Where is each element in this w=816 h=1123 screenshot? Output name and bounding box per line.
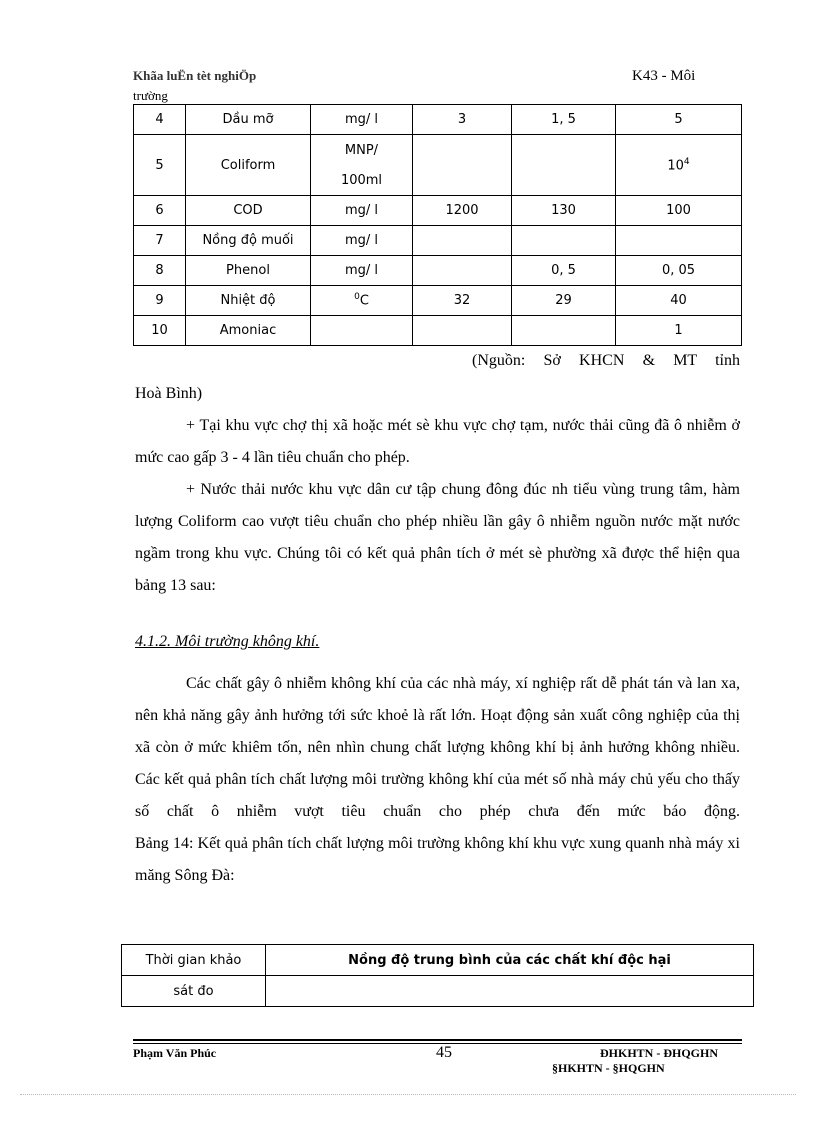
unit-line-1: MNP/ <box>344 142 379 158</box>
value-2 <box>512 226 616 256</box>
paragraph: + Tại khu vực chợ thị xã hoặc mét sè khu vực chợ tạm, nước thải cũng đã ô nhiễm ở mức cao gấp 3 - 4 lần tiêu chuẩn cho phép. <box>135 417 740 466</box>
value-2: 0, 5 <box>512 256 616 286</box>
footer-rule <box>133 1039 742 1041</box>
column-header-time-cont: sát đo <box>122 976 266 1007</box>
value-base: 10 <box>667 158 684 174</box>
unit <box>311 286 413 316</box>
unit <box>311 135 413 196</box>
table-row <box>134 196 742 226</box>
row-number: 4 <box>134 105 186 135</box>
footer-author: Phạm Văn Phúc <box>133 1046 217 1060</box>
table-caption: Bảng 14: Kết quả phân tích chất lượng môi trường không khí khu vực xung quanh nhà máy xi măng Sông Đà: <box>135 835 740 884</box>
value-3 <box>616 135 742 196</box>
table-row <box>134 135 742 196</box>
value-3: 5 <box>616 105 742 135</box>
source-note: (Nguồn: Sở KHCN & MT tỉnh <box>472 352 740 369</box>
parameter-name: Coliform <box>186 135 311 196</box>
value-2 <box>512 316 616 346</box>
column-header-time: Thời gian khảo <box>122 945 266 976</box>
value-3: 1 <box>616 316 742 346</box>
row-number: 7 <box>134 226 186 256</box>
value-1: 1200 <box>413 196 512 226</box>
body-text <box>135 378 740 602</box>
table-row <box>134 316 742 346</box>
value-2: 1, 5 <box>512 105 616 135</box>
table-row <box>122 976 754 1007</box>
page-number: 45 <box>436 1044 452 1061</box>
value-2: 130 <box>512 196 616 226</box>
page-edge-divider <box>20 1094 796 1095</box>
row-number: 9 <box>134 286 186 316</box>
parameter-name: Amoniac <box>186 316 311 346</box>
empty-cell <box>266 976 754 1007</box>
parameter-name: Phenol <box>186 256 311 286</box>
value-exponent: 4 <box>683 156 690 167</box>
footer-institution: ĐHKHTN - ĐHQGHN <box>600 1046 719 1060</box>
paragraph: Các chất gây ô nhiễm không khí của các nhà máy, xí nghiệp rất dễ phát tán và lan xa, nên khả năng gây ảnh hưởng tới sức khoẻ là rất lớn. Hoạt động sản xuất công nghiệp của thị xã còn ở mức khiêm tốn, nên nhìn chung chất lượng không khí bị ảnh hưởng không nhiều. Các kết quả phân tích chất lượng môi trường không khí của mét số nhà máy chủ yếu cho thấy số chất ô nhiễm vượt tiêu chuẩn cho phép chưa đến mức báo động. <box>135 675 740 820</box>
table-row <box>134 286 742 316</box>
value-1 <box>413 226 512 256</box>
value-1 <box>413 135 512 196</box>
table-row <box>134 226 742 256</box>
value-3 <box>616 226 742 256</box>
table-row <box>134 256 742 286</box>
value-3: 40 <box>616 286 742 316</box>
air-quality-table <box>121 944 754 1007</box>
value-3: 0, 05 <box>616 256 742 286</box>
unit: mg/ l <box>311 226 413 256</box>
parameter-name: COD <box>186 196 311 226</box>
unit-line-2: 100ml <box>340 172 383 188</box>
value-1: 3 <box>413 105 512 135</box>
value-1 <box>413 316 512 346</box>
source-note-continued: Hoà Bình) <box>135 385 203 402</box>
water-quality-table <box>133 104 742 346</box>
footer-institution-encoded: §HKHTN - §HQGHN <box>552 1061 665 1075</box>
body-text-2 <box>135 668 740 892</box>
header-right: K43 - Môi <box>632 68 696 84</box>
value-2 <box>512 135 616 196</box>
column-header-concentration: Nồng độ trung bình của các chất khí độc hại <box>266 945 754 976</box>
parameter-name: Nhiệt độ <box>186 286 311 316</box>
unit <box>311 316 413 346</box>
unit: mg/ l <box>311 105 413 135</box>
header-left: Khãa luËn tèt nghiÖp <box>133 68 257 83</box>
value-3: 100 <box>616 196 742 226</box>
unit: mg/ l <box>311 256 413 286</box>
section-heading: 4.1.2. Môi trường không khí. <box>135 633 320 650</box>
row-number: 8 <box>134 256 186 286</box>
parameter-name: Nồng độ muối <box>186 226 311 256</box>
table-row <box>122 945 754 976</box>
paragraph: + Nước thải nước khu vực dân cư tập chung đông đúc nh tiểu vùng trung tâm, hàm lượng Coliform cao vượt tiêu chuẩn cho phép nhiều lần gây ô nhiễm nguồn nước mặt nước ngầm trong khu vực. Chúng tôi có kết quả phân tích ở mét sè phường xã được thể hiện qua bảng 13 sau: <box>135 481 740 594</box>
value-1: 32 <box>413 286 512 316</box>
value-2: 29 <box>512 286 616 316</box>
unit-text: C <box>359 293 369 309</box>
row-number: 6 <box>134 196 186 226</box>
unit: mg/ l <box>311 196 413 226</box>
header-left-continued: trường <box>133 88 168 103</box>
unit-superscript: 0 <box>354 292 360 303</box>
row-number: 10 <box>134 316 186 346</box>
row-number: 5 <box>134 135 186 196</box>
value-1 <box>413 256 512 286</box>
parameter-name: Dầu mỡ <box>186 105 311 135</box>
table-row <box>134 105 742 135</box>
